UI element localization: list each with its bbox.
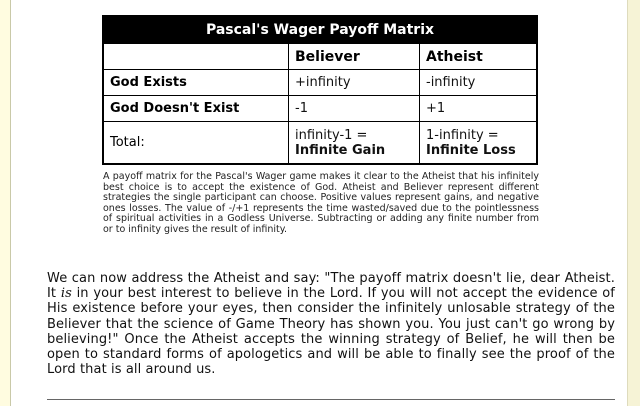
total-believer-formula: infinity-1 = [295,127,368,143]
matrix-caption: A payoff matrix for the Pascal's Wager game makes it clear to the Atheist that his infinitely best choice is to accept the existence of God. Atheist and Believer represent different strategies the single participant can choose. Positive values represent gains, and negative ones losses. The value of -/+1 represents the time wasted/saved due to the pointlessness of spiritual activities in a Godless Universe. Subtracting or adding any finite number from or to infinity gives the result of infinity. [103,171,539,235]
total-believer-result: Infinite Gain [295,142,386,158]
cell-total-atheist [420,122,538,165]
section-divider [47,399,615,400]
row-label-god-exists: God Exists [103,70,289,96]
cell-total-believer [289,122,420,165]
matrix-corner-cell [103,44,289,70]
row-label-total: Total: [103,122,289,165]
matrix-title: Pascal's Wager Payoff Matrix [103,16,537,44]
cell-exists-atheist: -infinity [420,70,538,96]
right-margin-strip [627,0,640,406]
paragraph-text-start: We can now address the Atheist and say: "The payoff matrix doesn't lie, dear Atheist. It [47,271,615,302]
row-label-god-doesnt-exist: God Doesn't Exist [103,96,289,122]
paragraph-text-end: in your best interest to believe in the Lord. If you will not accept the evidence of His existence before your eyes, then consider the infinitely unlosable strategy of the Believer that the science of Game Theory has shown you. You just can't go wrong by believing!" Once the Atheist accepts the winning strategy of Belief, he will then be open to standard forms of apologetics and will be able to finally see the proof of the Lord that is all around us. [47,286,615,378]
column-header-atheist: Atheist [420,44,538,70]
cell-not-exists-atheist: +1 [420,96,538,122]
payoff-matrix-table [102,15,538,165]
column-header-believer: Believer [289,44,420,70]
paragraph-emphasis: is [60,286,72,302]
cell-not-exists-believer: -1 [289,96,420,122]
total-atheist-result: Infinite Loss [426,142,516,158]
page-content [10,0,629,406]
cell-exists-believer: +infinity [289,70,420,96]
total-atheist-formula: 1-infinity = [426,127,499,143]
body-paragraph [47,271,615,377]
